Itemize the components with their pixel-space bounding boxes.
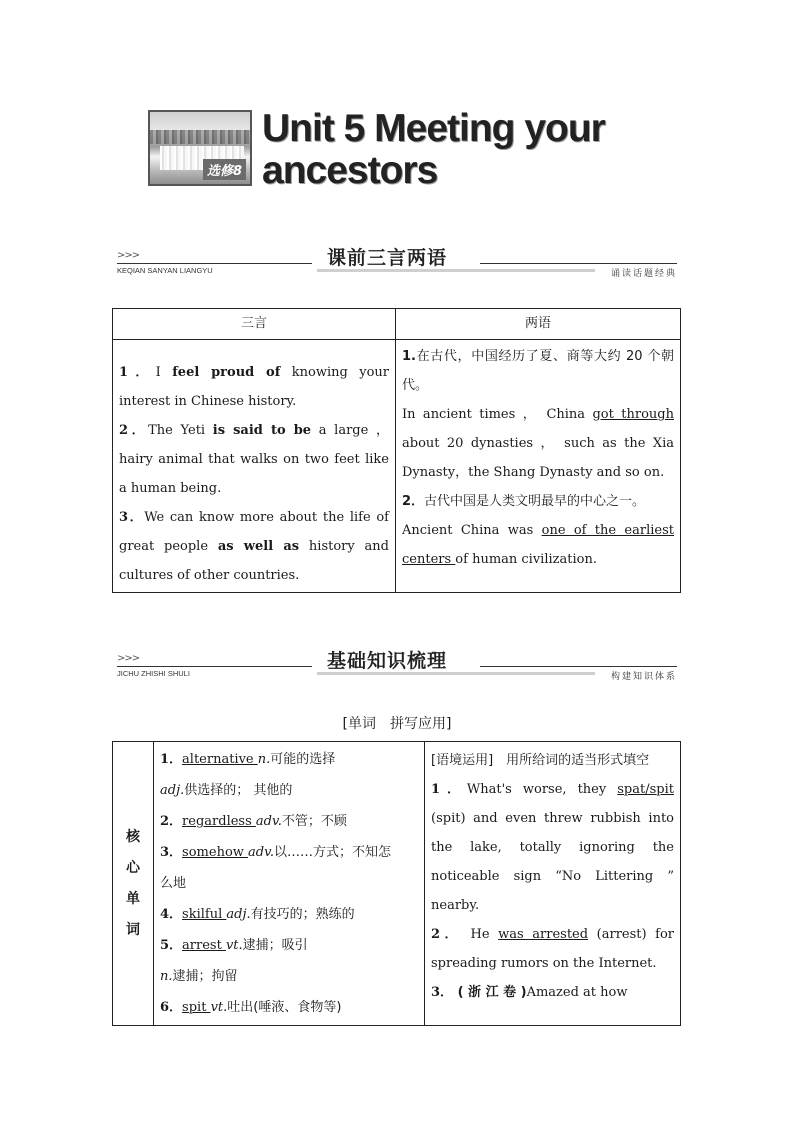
sentence-2: 2．The Yeti is said to be a large ， hairy animal that walks on two feet like a human being. bbox=[119, 423, 389, 496]
sentence-3: 3．We can know more about the life of great people as well as history and cultures of other countries. bbox=[119, 510, 389, 583]
table-header-liangyu: 两语 bbox=[396, 309, 681, 340]
unit-thumbnail-image bbox=[148, 110, 252, 186]
section-pinyin: JICHU ZHISHI SHULI bbox=[117, 669, 190, 678]
section-banner-2 bbox=[117, 646, 677, 680]
exercise-q1: 1．What's worse, they spat/spit (spit) and even threw rubbish into the lake, totally ignoring the noticeable sign “No Littering ” nearby. bbox=[431, 782, 674, 913]
banner-rule-left bbox=[117, 263, 312, 264]
elective-badge: 选修8 bbox=[203, 159, 246, 180]
banner-rule-right bbox=[480, 263, 677, 264]
exercise-q2: 2． He was arrested (arrest) for spreading rumors on the Internet. bbox=[431, 927, 675, 971]
sentences-table bbox=[112, 308, 681, 593]
section-banner-1 bbox=[117, 243, 677, 277]
word-row: n.逮捕；拘留 bbox=[160, 969, 238, 984]
core-words-label: 核 心 单 词 bbox=[113, 742, 154, 1026]
section-heading: 课前三言两语 bbox=[327, 247, 448, 269]
unit-title bbox=[262, 108, 605, 192]
banner-bar bbox=[317, 672, 595, 675]
vocabulary-table bbox=[112, 741, 681, 1026]
exercise-cell bbox=[425, 742, 681, 1026]
unit-title-line2: ancestors bbox=[262, 149, 438, 192]
expression-1-cn: 1.在古代，中国经历了夏、商等大约 20 个朝代。 bbox=[402, 349, 674, 393]
unit-title-line1: Unit 5 Meeting your bbox=[262, 107, 605, 150]
expression-2-cn: 2．古代中国是人类文明最早的中心之一。 bbox=[402, 494, 646, 509]
word-row: 6．spit vt.吐出(唾液、食物等) bbox=[160, 1000, 342, 1015]
exercise-instruction: [语境运用] 用所给词的适当形式填空 bbox=[431, 753, 650, 768]
word-row: 么地 bbox=[160, 876, 187, 891]
word-row: 5．arrest vt.逮捕；吸引 bbox=[160, 938, 308, 953]
word-row: adj.供选择的； 其他的 bbox=[160, 783, 293, 798]
section-tag: 诵读话题经典 bbox=[610, 269, 677, 279]
banner-rule-right bbox=[480, 666, 677, 667]
banner-rule-left bbox=[117, 666, 312, 667]
section-heading: 基础知识梳理 bbox=[327, 650, 448, 672]
thumbnail-trees bbox=[150, 130, 250, 144]
word-row: 2．regardless adv.不管；不顾 bbox=[160, 814, 347, 829]
sentences-cell bbox=[113, 340, 396, 593]
banner-arrows-icon: >>> bbox=[117, 653, 140, 664]
expression-2-en: Ancient China was one of the earliest centers of human civilization. bbox=[402, 523, 674, 567]
expression-1-en: In ancient times ， China got through about 20 dynasties ， such as the Xia Dynasty，the Shang Dynasty and so on. bbox=[402, 407, 674, 480]
sentence-1: 1．I feel proud of knowing your interest in Chinese history. bbox=[119, 365, 389, 409]
section-pinyin: KEQIAN SANYAN LIANGYU bbox=[117, 266, 213, 275]
word-row: 1．alternative n.可能的选择 bbox=[160, 752, 336, 767]
section-tag: 构建知识体系 bbox=[610, 672, 677, 682]
expressions-cell bbox=[396, 340, 681, 593]
word-row: 3．somehow adv.以……方式；不知怎 bbox=[160, 845, 392, 860]
table-header-sanyan: 三言 bbox=[113, 309, 396, 340]
vocab-subheading: [单词 拼写应用] bbox=[342, 716, 452, 732]
exercise-q3: 3． ( 浙 江 卷 )Amazed at how bbox=[431, 985, 628, 1000]
banner-bar bbox=[317, 269, 595, 272]
word-list bbox=[154, 742, 425, 1026]
word-row: 4．skilful adj.有技巧的；熟练的 bbox=[160, 907, 355, 922]
banner-arrows-icon: >>> bbox=[117, 250, 140, 261]
